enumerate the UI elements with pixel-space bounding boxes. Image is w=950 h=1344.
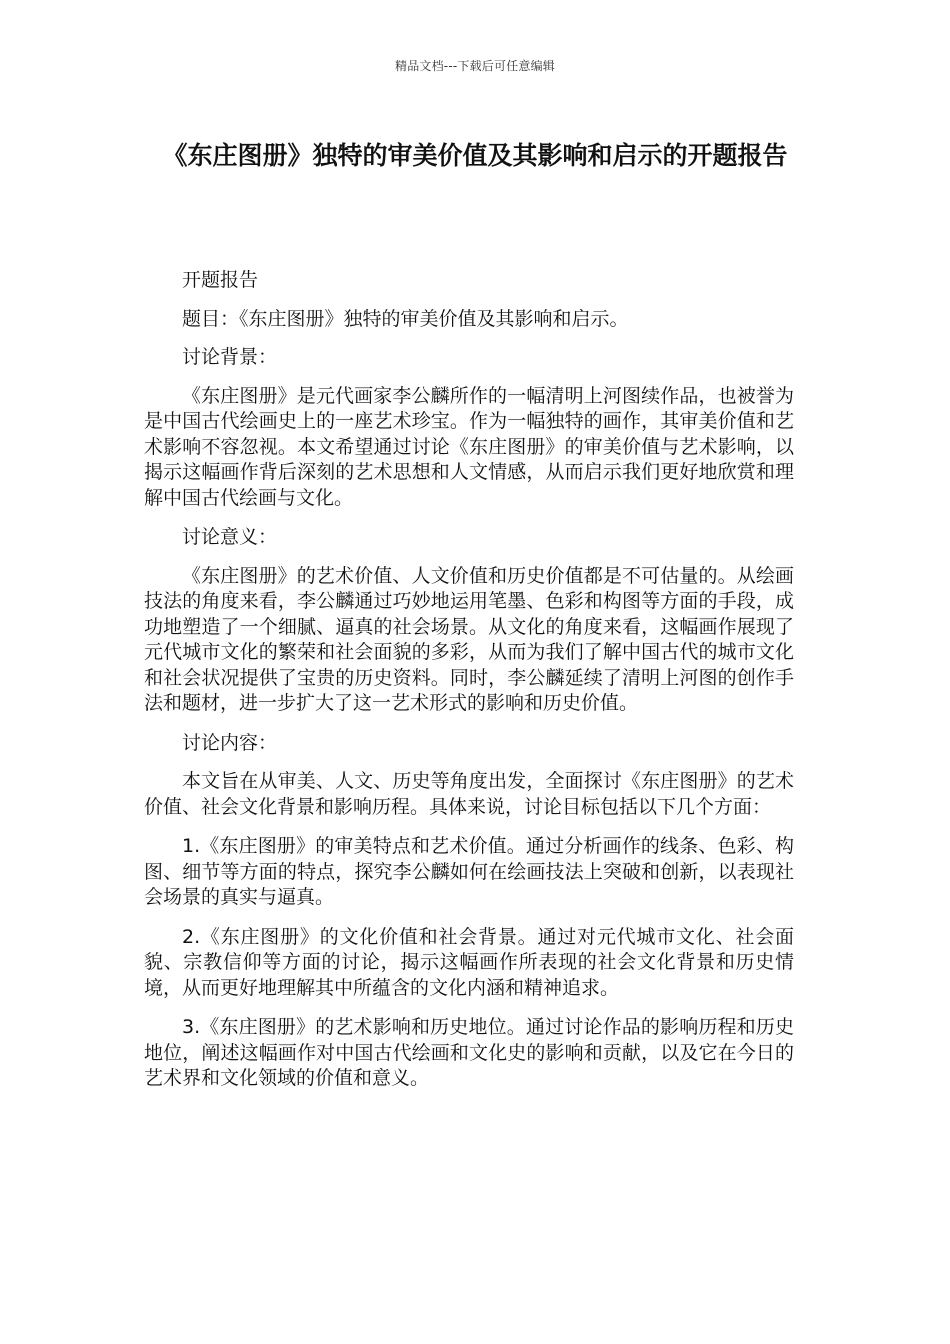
header-note: 精品文档---下载后可任意编辑 <box>395 59 555 73</box>
paragraph-topic: 题目：《东庄图册》独特的审美价值及其影响和启示。 <box>182 307 629 330</box>
paragraph-background-heading: 讨论背景： <box>182 346 278 368</box>
document-body <box>144 268 794 1106</box>
paragraph-content-item-1: 1.《东庄图册》的审美特点和艺术价值。通过分析画作的线条、色彩、构图、细节等方面的特点，探究李公麟如何在绘画技法上突破和创新，以表现社会场景的真实与逼真。 <box>144 835 794 908</box>
paragraph-content-item-3: 3.《东庄图册》的艺术影响和历史地位。通过讨论作品的影响历程和历史地位，阐述这幅画作对中国古代绘画和文化史的影响和贡献，以及它在今日的艺术界和文化领域的价值和意义。 <box>144 1016 794 1089</box>
paragraph-content-intro: 本文旨在从审美、人文、历史等角度出发，全面探讨《东庄图册》的艺术价值、社会文化背景和影响历程。具体来说，讨论目标包括以下几个方面： <box>144 770 794 818</box>
paragraph-significance: 《东庄图册》的艺术价值、人文价值和历史价值都是不可估量的。从绘画技法的角度来看，李公麟通过巧妙地运用笔墨、色彩和构图等方面的手段，成功地塑造了一个细腻、逼真的社会场景。从文化的角度来看，这幅画作展现了元代城市文化的繁荣和社会面貌的多彩，从而为我们了解中国古代的城市文化和社会状况提供了宝贵的历史资料。同时，李公麟延续了清明上河图的创作手法和题材，进一步扩大了这一艺术形式的影响和历史价值。 <box>144 564 794 714</box>
paragraph-content-item-2: 2.《东庄图册》的文化价值和社会背景。通过对元代城市文化、社会面貌、宗教信仰等方面的讨论，揭示这幅画作所表现的社会文化背景和历史情境，从而更好地理解其中所蕴含的文化内涵和精神追求。 <box>144 925 794 999</box>
paragraph-significance-heading: 讨论意义： <box>182 526 278 548</box>
document-title: 《东庄图册》独特的审美价值及其影响和启示的开题报告 <box>162 141 788 170</box>
paragraph-background: 《东庄图册》是元代画家李公麟所作的一幅清明上河图续作品，也被誉为是中国古代绘画史上的一座艺术珍宝。作为一幅独特的画作，其审美价值和艺术影响不容忽视。本文希望通过讨论《东庄图册》的审美价值与艺术影响，以揭示这幅画作背后深刻的艺术思想和人文情感，从而启示我们更好地欣赏和理解中国古代绘画与文化。 <box>144 384 794 509</box>
paragraph-content-heading: 讨论内容： <box>182 731 278 754</box>
paragraph-report-label: 开题报告 <box>182 269 259 291</box>
